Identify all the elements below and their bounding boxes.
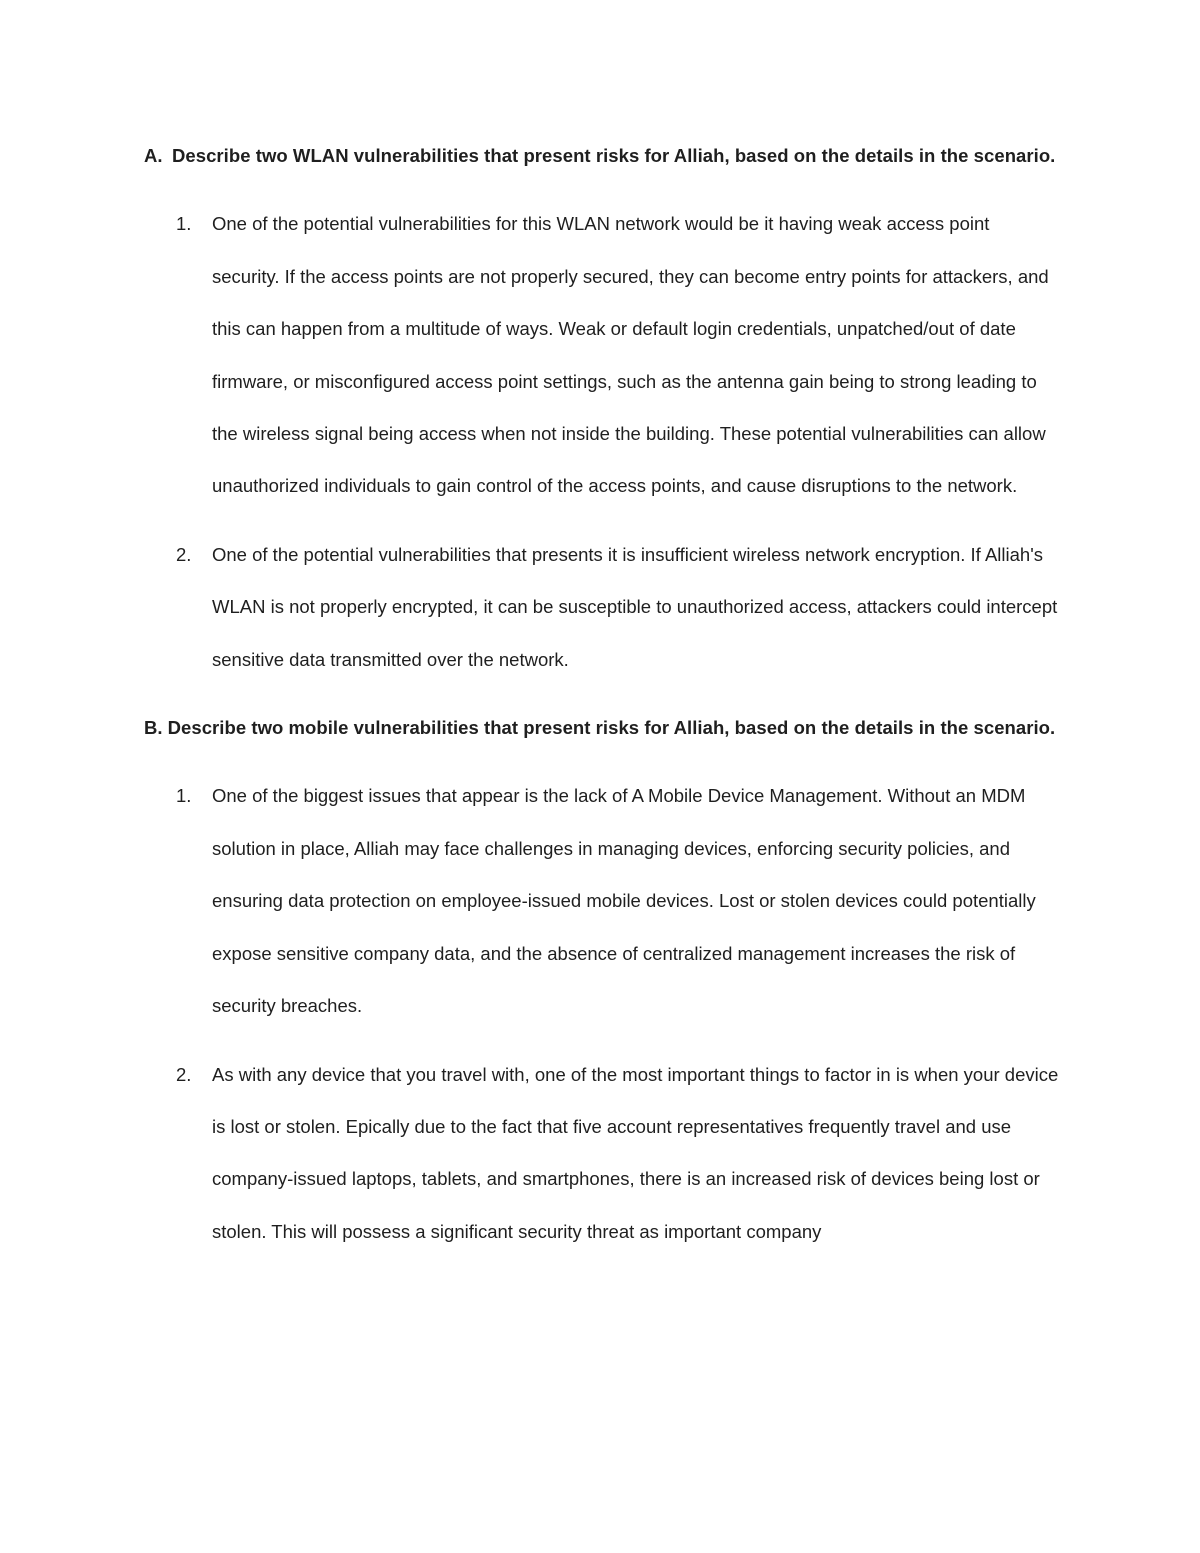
- section-b-heading-text: Describe two mobile vulnerabilities that present risks for Alliah, based on the details in the scenario.: [167, 717, 1056, 739]
- list-item-text: One of the potential vulnerabilities that presents it is insufficient wireless network encryption. If Alliah's WLAN is not properly encrypted, it can be susceptible to unauthorized access, attackers could intercept sensitive data transmitted over the network.: [212, 543, 1058, 670]
- section-a-heading: [144, 130, 1059, 182]
- document-body: [144, 130, 1059, 1274]
- list-item-number: 1.: [176, 785, 192, 807]
- section-b-heading: [144, 702, 1059, 754]
- list-item-number: 1.: [176, 213, 192, 235]
- section-a-letter: A.: [144, 145, 163, 166]
- list-item: [144, 198, 1059, 512]
- list-item: [144, 529, 1059, 686]
- section-b-letter: B.: [144, 717, 163, 739]
- list-item-text: One of the biggest issues that appear is the lack of A Mobile Device Management. Without an MDM solution in place, Alliah may face challenges in managing devices, enforcing security policies, and ensuring data protection on employee-issued mobile devices. Lost or stolen devices could potentially expose sensitive company data, and the absence of centralized management increases the risk of security breaches.: [212, 785, 1036, 1017]
- list-item-number: 2.: [176, 1063, 192, 1085]
- section-a-list: [144, 198, 1059, 686]
- list-item: [144, 1049, 1059, 1259]
- list-item-text: As with any device that you travel with, one of the most important things to factor in is when your device is lost or stolen. Epically due to the fact that five account representatives frequently travel and use company-issued laptops, tablets, and smartphones, there is an increased risk of devices being lost or stolen. This will possess a significant security threat as important company: [212, 1063, 1059, 1242]
- list-item-number: 2.: [176, 543, 192, 565]
- section-b-list: [144, 770, 1059, 1258]
- list-item: [144, 770, 1059, 1032]
- section-a-heading-text: Describe two WLAN vulnerabilities that present risks for Alliah, based on the details in the scenario.: [172, 145, 1056, 166]
- list-item-text: One of the potential vulnerabilities for this WLAN network would be it having weak access point security. If the access points are not properly secured, they can become entry points for attackers, and this can happen from a multitude of ways. Weak or default login credentials, unpatched/out of date firmware, or misconfigured access point settings, such as the antenna gain being to strong leading to the wireless signal being access when not inside the building. These potential vulnerabilities can allow unauthorized individuals to gain control of the access points, and cause disruptions to the network.: [212, 213, 1049, 497]
